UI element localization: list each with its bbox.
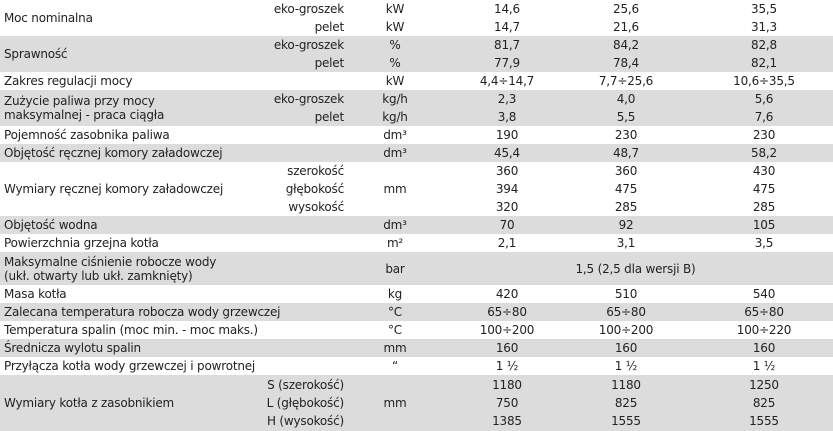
spec-row [0, 234, 833, 252]
value-cell-model-1: 160 [495, 341, 519, 355]
value-cell-model-1: 2,3 [497, 92, 517, 106]
value-cell-model-1: 81,7 [494, 38, 520, 52]
value-cell-model-1: 100÷200 [479, 323, 535, 337]
unit-label: kW [385, 74, 405, 88]
spec-row [0, 339, 833, 357]
value-cell-model-2: 3,1 [616, 236, 636, 250]
spec-row [0, 285, 833, 303]
value-cell-model-2: 4,0 [616, 92, 636, 106]
spec-row [0, 36, 833, 72]
unit-label: m² [386, 236, 404, 250]
value-cell-model-1: 1180 [492, 378, 522, 392]
parameter-label: Maksymalne ciśnienie robocze wody (ukł. otwarty lub ukł. zamknięty) [4, 255, 217, 283]
value-cell-model-3: 1250 [749, 378, 779, 392]
value-cell-model-2: 5,5 [616, 110, 636, 124]
value-cell-model-1: 394 [495, 182, 519, 196]
value-cell-model-3: 10,6÷35,5 [733, 74, 795, 88]
value-cell-model-1: 70 [499, 218, 515, 232]
value-cell-model-1: 77,9 [494, 56, 520, 70]
parameter-label: Średnicza wylotu spalin [4, 341, 141, 355]
value-cell-model-2: 285 [614, 200, 638, 214]
value-cell-model-3: 65÷80 [744, 305, 784, 319]
fuel-or-dimension-label: S (szerokość) [267, 378, 344, 392]
spec-row [0, 357, 833, 375]
value-cell-model-3: 1 ½ [752, 359, 776, 373]
value-cell-model-2: 160 [614, 341, 638, 355]
parameter-label: Zalecana temperatura robocza wody grzewczej [4, 305, 281, 319]
value-cell-model-2: 1 ½ [614, 359, 638, 373]
parameter-label: Powierzchnia grzejna kotła [4, 236, 159, 250]
unit-label: kg/h [382, 92, 408, 106]
unit-label: °C [388, 305, 402, 319]
fuel-or-dimension-label: pelet [314, 110, 344, 124]
value-cell-model-3: 105 [752, 218, 776, 232]
fuel-or-dimension-label: eko-groszek [273, 92, 344, 106]
unit-label: dm³ [383, 128, 407, 142]
parameter-label: Wymiary ręcznej komory załadowczej [4, 182, 224, 196]
value-cell-model-3: 5,6 [754, 92, 774, 106]
value-cell-model-2: 230 [614, 128, 638, 142]
value-cell-model-3: 3,5 [754, 236, 774, 250]
unit-label: kW [385, 20, 405, 34]
unit-label: dm³ [383, 146, 407, 160]
value-cell-model-3: 475 [752, 182, 776, 196]
value-span: 1,5 (2,5 dla wersji B) [575, 262, 696, 276]
value-cell-model-2: 100÷200 [598, 323, 654, 337]
fuel-or-dimension-label: L (głębokość) [266, 396, 344, 410]
unit-label: °C [388, 323, 402, 337]
value-cell-model-3: 285 [752, 200, 776, 214]
value-cell-model-2: 25,6 [613, 2, 639, 16]
value-cell-model-1: 65÷80 [487, 305, 527, 319]
value-cell-model-1: 1 ½ [495, 359, 519, 373]
value-cell-model-2: 92 [618, 218, 634, 232]
parameter-label: Temperatura spalin (moc min. - moc maks.) [4, 323, 258, 337]
parameter-label: Zużycie paliwa przy mocy maksymalnej - praca ciągła [4, 94, 165, 122]
spec-row [0, 216, 833, 234]
spec-row [0, 303, 833, 321]
value-cell-model-1: 2,1 [497, 236, 517, 250]
value-cell-model-3: 430 [752, 164, 776, 178]
spec-row [0, 144, 833, 162]
value-cell-model-1: 4,4÷14,7 [479, 74, 535, 88]
unit-label: “ [391, 359, 399, 373]
unit-label: kW [385, 2, 405, 16]
value-cell-model-3: 35,5 [751, 2, 777, 16]
value-cell-model-3: 230 [752, 128, 776, 142]
value-cell-model-1: 750 [495, 396, 519, 410]
spec-row [0, 0, 833, 36]
value-cell-model-3: 31,3 [751, 20, 777, 34]
value-cell-model-3: 82,1 [751, 56, 777, 70]
fuel-or-dimension-label: pelet [314, 20, 344, 34]
parameter-label: Objętość ręcznej komory załadowczej [4, 146, 223, 160]
value-cell-model-2: 510 [614, 287, 638, 301]
unit-label: kg/h [382, 110, 408, 124]
value-cell-model-2: 21,6 [613, 20, 639, 34]
value-cell-model-1: 1385 [492, 414, 522, 428]
value-cell-model-3: 100÷220 [736, 323, 792, 337]
unit-label: kg [387, 287, 403, 301]
parameter-label: Objętość wodna [4, 218, 98, 232]
value-cell-model-2: 360 [614, 164, 638, 178]
value-cell-model-3: 825 [752, 396, 776, 410]
value-cell-model-2: 1555 [611, 414, 641, 428]
value-cell-model-2: 825 [614, 396, 638, 410]
value-cell-model-3: 82,8 [751, 38, 777, 52]
value-cell-model-1: 14,6 [494, 2, 520, 16]
parameter-label: Przyłącza kotła wody grzewczej i powrotnej [4, 359, 256, 373]
value-cell-model-1: 360 [495, 164, 519, 178]
value-cell-model-2: 65÷80 [606, 305, 646, 319]
spec-row [0, 126, 833, 144]
unit-label: mm [383, 396, 407, 410]
unit-label: % [389, 56, 401, 70]
value-cell-model-1: 45,4 [494, 146, 520, 160]
fuel-or-dimension-label: szerokość [287, 164, 344, 178]
spec-row [0, 90, 833, 126]
parameter-label: Sprawność [4, 47, 68, 61]
value-cell-model-1: 14,7 [494, 20, 520, 34]
unit-label: mm [383, 182, 407, 196]
value-cell-model-2: 7,7÷25,6 [598, 74, 654, 88]
fuel-or-dimension-label: eko-groszek [273, 2, 344, 16]
value-cell-model-2: 78,4 [613, 56, 639, 70]
spec-row [0, 72, 833, 90]
value-cell-model-2: 475 [614, 182, 638, 196]
unit-label: dm³ [383, 218, 407, 232]
fuel-or-dimension-label: głębokość [285, 182, 344, 196]
fuel-or-dimension-label: pelet [314, 56, 344, 70]
value-cell-model-3: 540 [752, 287, 776, 301]
parameter-label: Pojemność zasobnika paliwa [4, 128, 170, 142]
value-cell-model-1: 420 [495, 287, 519, 301]
unit-label: bar [385, 262, 405, 276]
spec-row [0, 321, 833, 339]
value-cell-model-2: 1180 [611, 378, 641, 392]
value-cell-model-1: 3,8 [497, 110, 517, 124]
unit-label: mm [383, 341, 407, 355]
value-cell-model-3: 1555 [749, 414, 779, 428]
value-cell-model-1: 190 [495, 128, 519, 142]
parameter-label: Moc nominalna [4, 11, 93, 25]
parameter-label: Wymiary kotła z zasobnikiem [4, 396, 175, 410]
parameter-label: Masa kotła [4, 287, 67, 301]
parameter-label: Zakres regulacji mocy [4, 74, 133, 88]
value-cell-model-2: 48,7 [613, 146, 639, 160]
spec-row [0, 252, 833, 285]
fuel-or-dimension-label: H (wysokość) [266, 414, 344, 428]
value-cell-model-3: 58,2 [751, 146, 777, 160]
spec-row [0, 375, 833, 431]
unit-label: % [389, 38, 401, 52]
value-cell-model-3: 160 [752, 341, 776, 355]
spec-row [0, 162, 833, 216]
value-cell-model-3: 7,6 [754, 110, 774, 124]
value-cell-model-2: 84,2 [613, 38, 639, 52]
fuel-or-dimension-label: wysokość [288, 200, 344, 214]
value-cell-model-1: 320 [495, 200, 519, 214]
fuel-or-dimension-label: eko-groszek [273, 38, 344, 52]
